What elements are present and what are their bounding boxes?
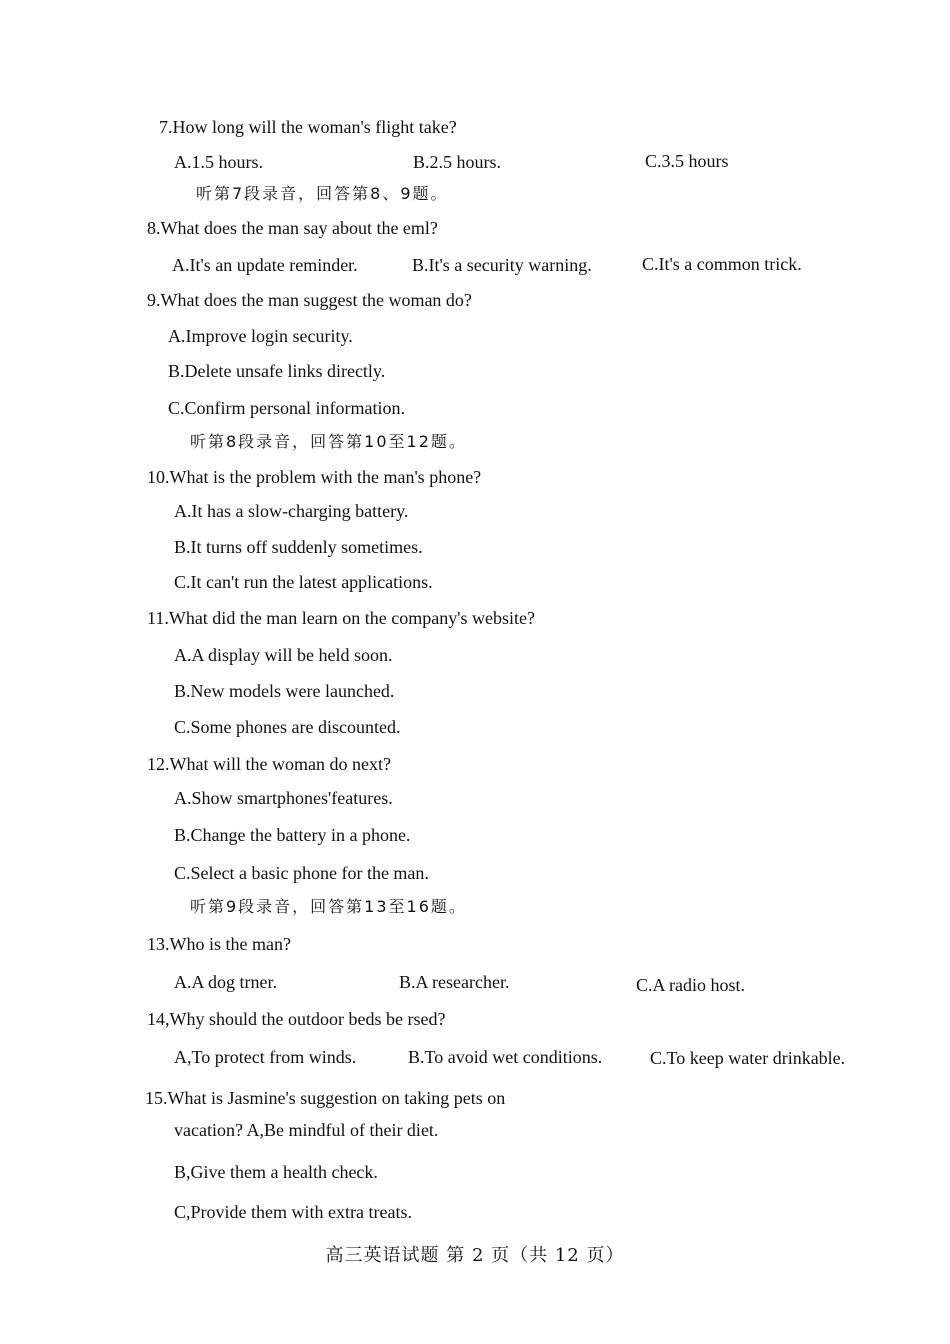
- q12-option-a: A.Show smartphones'features.: [174, 788, 393, 808]
- q10-option-a: A.It has a slow-charging battery.: [174, 501, 409, 521]
- q14-option-b: B.To avoid wet conditions.: [408, 1047, 603, 1067]
- question-15: 15.What is Jasmine's suggestion on taking pets on: [145, 1088, 506, 1108]
- question-11: 11.What did the man learn on the company's website?: [147, 608, 535, 628]
- q11-option-b: B.New models were launched.: [174, 681, 395, 701]
- question-15-continuation: vacation? A,Be mindful of their diet.: [174, 1120, 439, 1140]
- q11-option-a: A.A display will be held soon.: [174, 645, 393, 665]
- instruction-section-7: 听第7段录音，回答第8、9题。: [196, 184, 449, 203]
- question-13: 13.Who is the man?: [147, 934, 291, 954]
- q12-option-b: B.Change the battery in a phone.: [174, 825, 411, 845]
- instruction-section-8: 听第8段录音，回答第10至12题。: [190, 432, 467, 451]
- q11-option-c: C.Some phones are discounted.: [174, 717, 401, 737]
- q14-option-a: A,To protect from winds.: [174, 1047, 357, 1067]
- q9-option-a: A.Improve login security.: [168, 326, 353, 346]
- q8-option-a: A.It's an update reminder.: [172, 255, 358, 275]
- q9-option-c: C.Confirm personal information.: [168, 398, 405, 418]
- question-8: 8.What does the man say about the eml?: [147, 218, 438, 238]
- question-14: 14,Why should the outdoor beds be rsed?: [147, 1009, 446, 1029]
- q13-option-c: C.A radio host.: [636, 975, 746, 995]
- q15-option-c: C,Provide them with extra treats.: [174, 1202, 412, 1222]
- q7-option-a: A.1.5 hours.: [174, 152, 263, 172]
- q8-option-c: C.It's a common trick.: [642, 254, 802, 274]
- instruction-section-9: 听第9段录音，回答第13至16题。: [190, 897, 467, 916]
- q13-option-a: A.A dog trner.: [174, 972, 277, 992]
- q7-option-b: B.2.5 hours.: [413, 152, 502, 172]
- question-10: 10.What is the problem with the man's phone?: [147, 467, 482, 487]
- q7-option-c: C.3.5 hours: [645, 151, 729, 171]
- q10-option-c: C.It can't run the latest applications.: [174, 572, 433, 592]
- q13-option-b: B.A researcher.: [399, 972, 510, 992]
- q9-option-b: B.Delete unsafe links directly.: [168, 361, 386, 381]
- q12-option-c: C.Select a basic phone for the man.: [174, 863, 429, 883]
- q8-option-b: B.It's a security warning.: [412, 255, 592, 275]
- q10-option-b: B.It turns off suddenly sometimes.: [174, 537, 423, 557]
- question-9: 9.What does the man suggest the woman do?: [147, 290, 472, 310]
- question-12: 12.What will the woman do next?: [147, 754, 391, 774]
- q14-option-c: C.To keep water drinkable.: [650, 1048, 846, 1068]
- question-7: 7.How long will the woman's flight take?: [159, 117, 457, 137]
- page-footer: 高三英语试题 第 2 页（共 12 页）: [325, 1245, 625, 1266]
- q15-option-b: B,Give them a health check.: [174, 1162, 378, 1182]
